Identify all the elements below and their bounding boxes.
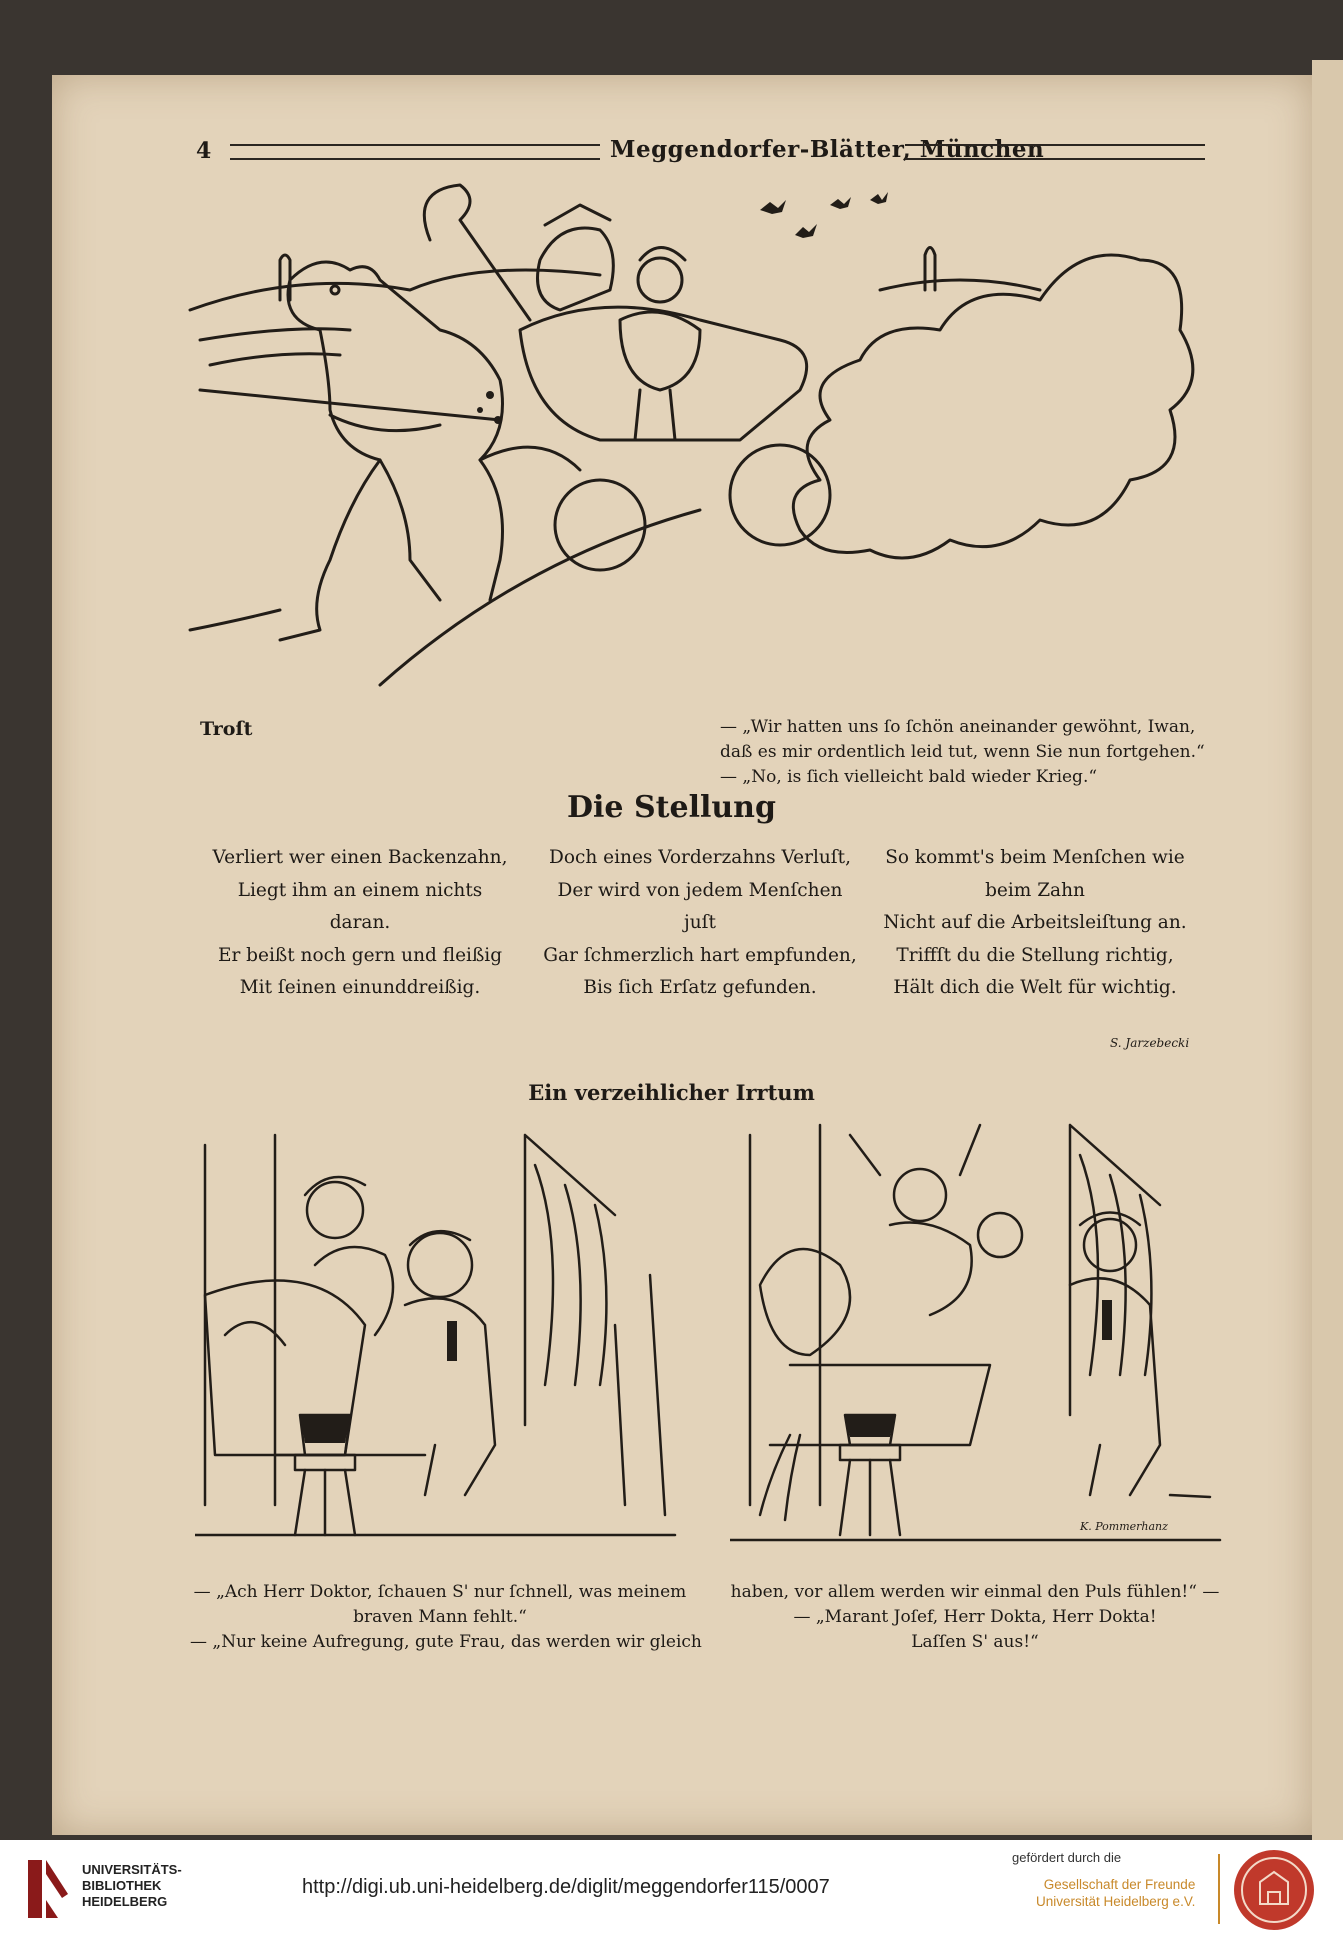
- library-name-line: BIBLIOTHEK: [82, 1878, 162, 1893]
- sponsor-line: Gesellschaft der Freunde: [1043, 1877, 1196, 1892]
- poem-line: beim Zahn: [985, 879, 1085, 901]
- poem-title: Die Stellung: [567, 790, 776, 825]
- sickroom-illustration-right: [730, 1115, 1230, 1560]
- dialogue-line: daß es mir ordentlich leid tut, wenn Sie nun fortgehen.“: [720, 742, 1205, 762]
- page-number: 4: [196, 138, 212, 164]
- library-name-line: UNIVERSITÄTS-: [82, 1862, 182, 1877]
- header-ornament-right: [905, 144, 1205, 160]
- library-name: [82, 1862, 182, 1910]
- poem-line: Liegt ihm an einem nichts: [237, 879, 483, 901]
- funded-by-text: gefördert durch die: [1012, 1850, 1122, 1865]
- caption-line: — „Nur keine Aufregung, gute Frau, das werden wir gleich: [190, 1632, 702, 1652]
- magazine-title: Meggendorfer-Blätter, München: [610, 136, 1045, 163]
- caption-left: [190, 1580, 702, 1655]
- sickroom-illustration-left: [195, 1125, 680, 1560]
- illustrator-signature: K. Pommerhanz: [1080, 1520, 1168, 1533]
- header-ornament-left: [230, 144, 600, 160]
- caption-line: haben, vor allem werden wir einmal den Puls fühlen!“ —: [730, 1582, 1220, 1602]
- caption-line: braven Mann fehlt.“: [353, 1607, 527, 1627]
- poem-line: Doch eines Vorderzahns Verluſt,: [549, 847, 851, 868]
- page-header: [140, 128, 1220, 168]
- footer-bar: [0, 1840, 1343, 1938]
- caption-line: — „Ach Herr Doktor, ſchauen S' nur ſchnell, was meinem: [193, 1582, 687, 1602]
- poem-author: S. Jarzebecki: [1110, 1036, 1190, 1050]
- university-library-logo-icon[interactable]: [24, 1854, 72, 1924]
- poem-line: daran.: [329, 912, 391, 933]
- caption-line: — „Marant Joſef, Herr Dokta, Herr Dokta!: [793, 1607, 1157, 1627]
- caption-right: [725, 1580, 1225, 1655]
- caption-line: Laſſen S' aus!“: [911, 1632, 1039, 1652]
- cartoon-label-trost: Troſt: [200, 718, 253, 740]
- sponsor-line: Universität Heidelberg e.V.: [1036, 1894, 1196, 1909]
- poem-line: Verliert wer einen Backenzahn,: [212, 847, 508, 868]
- sponsor-name[interactable]: [1036, 1876, 1195, 1910]
- carriage-illustration: [180, 180, 1210, 700]
- cartoon-title: Ein verzeihlicher Irrtum: [528, 1080, 815, 1105]
- poem-line: juſt: [684, 912, 716, 933]
- university-seal-icon: [1232, 1848, 1316, 1932]
- poem-column-1: [180, 842, 540, 1005]
- permalink-url[interactable]: http://digi.ub.uni-heidelberg.de/diglit/meggendorfer115/0007: [302, 1876, 830, 1898]
- poem-line: Bis ſich Erſatz gefunden.: [583, 977, 817, 998]
- poem-line: Mit ſeinen einunddreißig.: [239, 977, 481, 998]
- poem-column-3: [855, 842, 1215, 1005]
- poem-line: Er beißt noch gern und fleißig: [217, 944, 503, 966]
- poem-line: Triffſt du die Stellung richtig,: [896, 944, 1174, 966]
- poem-line: Hält dich die Welt für wichtig.: [893, 977, 1177, 998]
- footer-divider: [1218, 1854, 1220, 1924]
- poem-line: So kommt's beim Menſchen wie: [885, 847, 1185, 868]
- dialogue-line: — „No, is ſich vielleicht bald wieder Krieg.“: [720, 767, 1098, 787]
- poem-line: Gar ſchmerzlich hart empfunden,: [543, 944, 857, 966]
- dialogue-line: — „Wir hatten uns ſo ſchön aneinander gewöhnt, Iwan,: [720, 717, 1196, 737]
- cartoon-dialogue: [720, 715, 1210, 790]
- poem-column-2: [520, 842, 880, 1005]
- adjacent-page-edge: [1312, 60, 1343, 1840]
- poem-line: Der wird von jedem Menſchen: [557, 879, 843, 901]
- poem-line: Nicht auf die Arbeitsleiſtung an.: [883, 912, 1187, 933]
- library-name-line: HEIDELBERG: [82, 1894, 168, 1909]
